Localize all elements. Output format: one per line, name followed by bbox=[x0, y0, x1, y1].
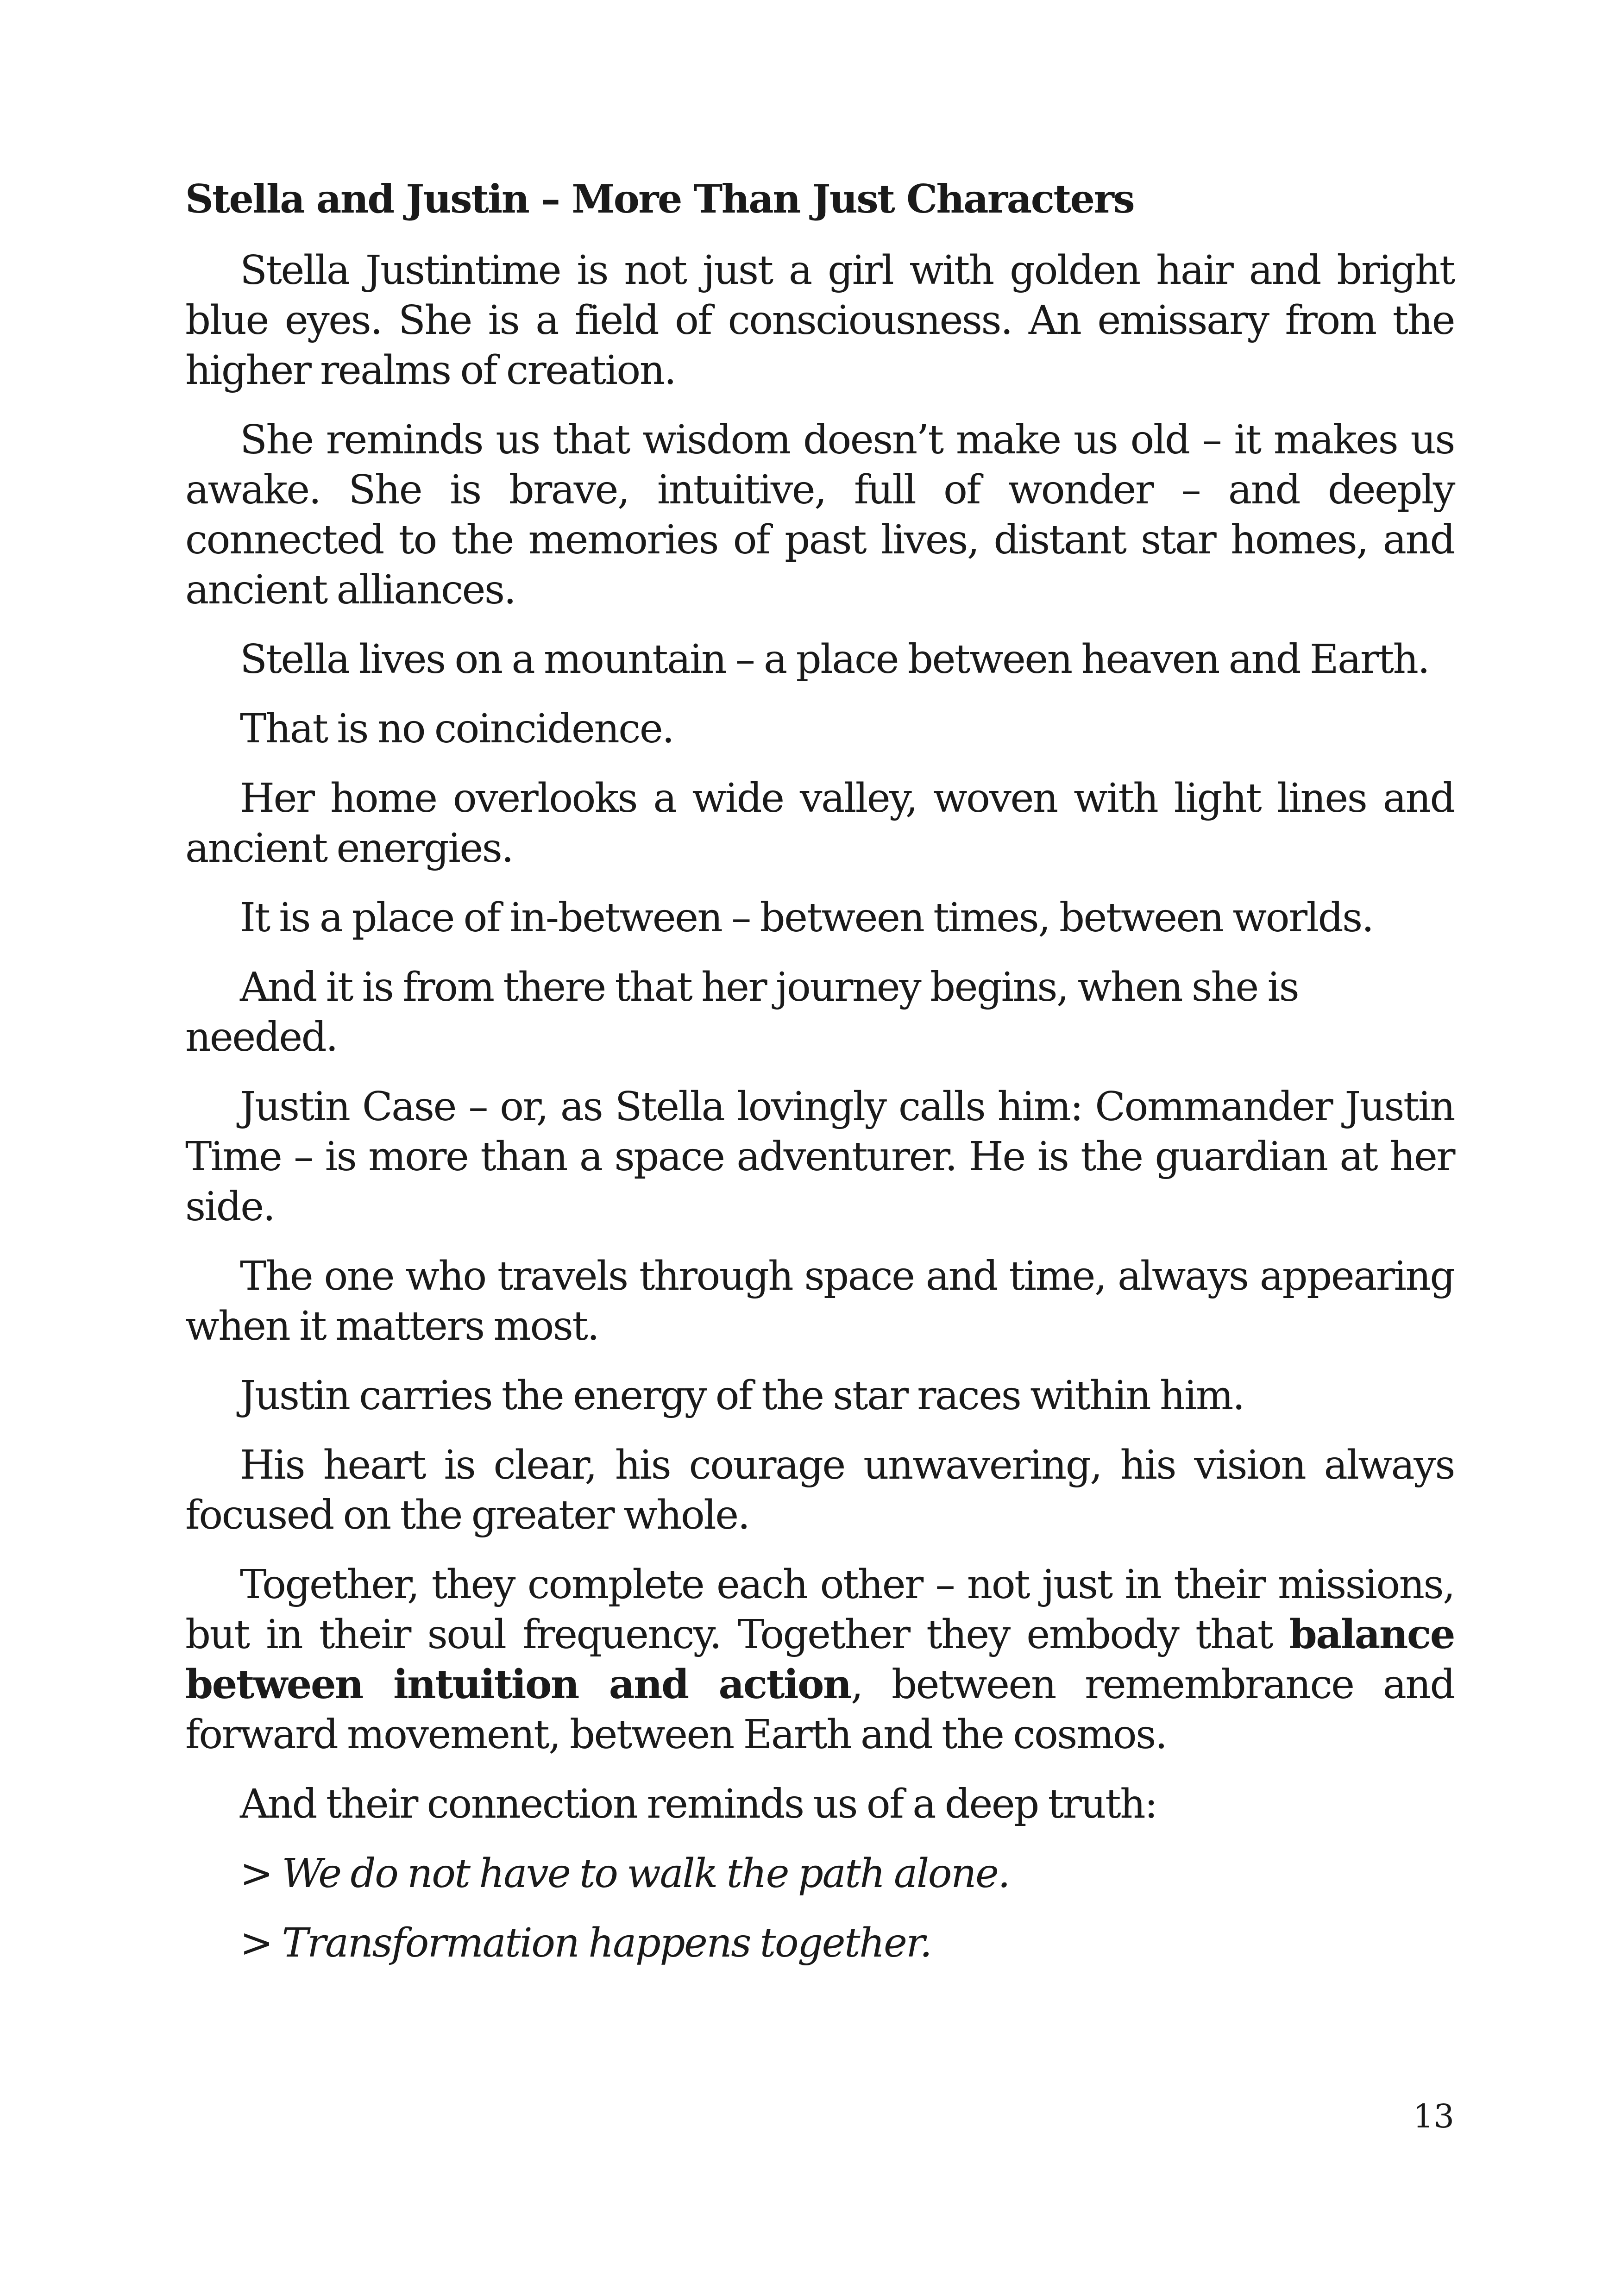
paragraph: Justin Case – or, as Stella lovingly calls him: Commander Justin Time – is more than a space adventurer. He is the guardian at her side. bbox=[185, 1084, 1454, 1230]
paragraph: Stella lives on a mountain – a place between heaven and Earth. bbox=[240, 636, 1429, 683]
paragraph: The one who travels through space and time, always appearing when it matters most. bbox=[185, 1253, 1454, 1349]
paragraph: His heart is clear, his courage unwavering, his vision always focused on the greater whole. bbox=[185, 1442, 1454, 1538]
paragraph-text: Together, they complete each other – not just in their missions, but in their soul frequency. Together they embody that bbox=[185, 1562, 1454, 1658]
quote-text: Transformation happens together. bbox=[282, 1920, 931, 1966]
paragraph: Justin carries the energy of the star races within him. bbox=[240, 1373, 1244, 1419]
bold-phrase: balance between intuition and action bbox=[185, 1611, 1454, 1708]
paragraph: Her home overlooks a wide valley, woven with light lines and ancient energies. bbox=[185, 775, 1454, 872]
quote-line bbox=[185, 1849, 1454, 1899]
quote-text: We do not have to walk the path alone. bbox=[282, 1851, 1010, 1897]
paragraph: Stella Justintime is not just a girl with golden hair and bright blue eyes. She is a field of consciousness. An emissary from the higher realms of creation. bbox=[185, 247, 1454, 394]
section-heading: Stella and Justin – More Than Just Characters bbox=[185, 176, 1134, 222]
paragraph: And it is from there that her journey begins, when she is needed. bbox=[185, 964, 1299, 1060]
paragraph: She reminds us that wisdom doesn’t make us old – it makes us awake. She is brave, intuitive, full of wonder – and deeply connected to the memories of past lives, distant star homes, and ancient alliances. bbox=[185, 417, 1454, 613]
quote-line bbox=[185, 1918, 1454, 1968]
paragraph-with-emphasis bbox=[185, 1560, 1454, 1760]
paragraph: And their connection reminds us of a deep truth: bbox=[240, 1781, 1157, 1827]
page-content bbox=[185, 171, 1454, 1988]
paragraph: That is no coincidence. bbox=[240, 706, 674, 752]
quote-marker: > bbox=[240, 1920, 272, 1966]
page-number: 13 bbox=[1413, 2097, 1454, 2135]
paragraph-text: , between remembrance and forward movement, between Earth and the cosmos. bbox=[185, 1662, 1454, 1758]
quote-marker: > bbox=[240, 1851, 272, 1897]
paragraph: It is a place of in-between – between times, between worlds. bbox=[240, 895, 1373, 941]
